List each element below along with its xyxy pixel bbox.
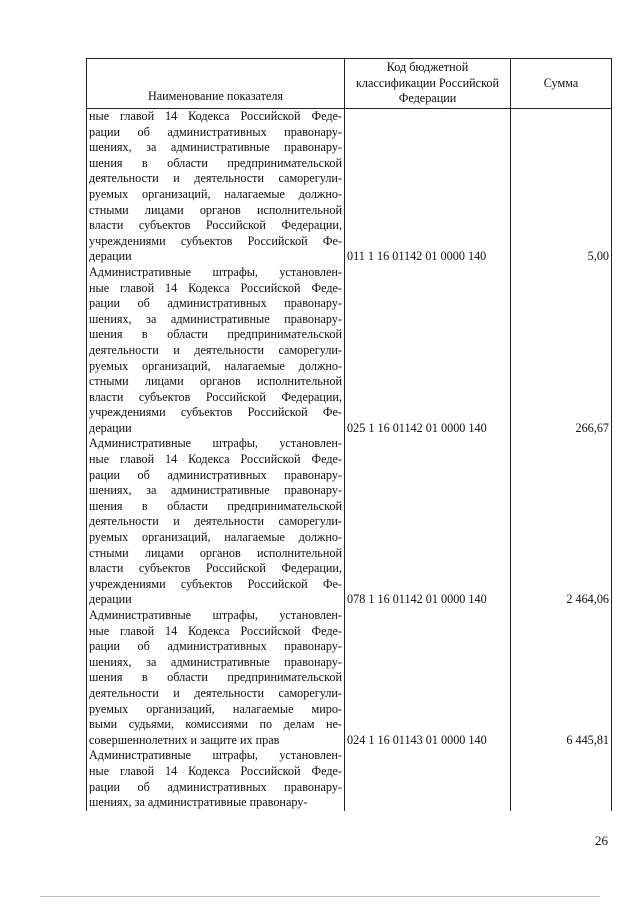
row-name-line: шениях, за административные правонару- (89, 140, 342, 155)
table-row (87, 608, 612, 748)
row-name-line: рации об административных правонару- (89, 296, 342, 311)
header-name: Наименование показателя (87, 59, 345, 109)
row-name-line: ные главой 14 Кодекса Российской Феде- (89, 280, 342, 295)
row-name-line: дерации (89, 592, 132, 607)
row-name-line: шениях, за административные правонару- (89, 483, 342, 498)
row-code-cell (345, 748, 511, 810)
row-name-line: деятельности и деятельности саморегули- (89, 685, 342, 700)
header-code: Код бюджетной классификации Российской Федерации (345, 59, 511, 109)
row-sum-cell: 6 445,81 (511, 608, 612, 748)
row-name-line: ные главой 14 Кодекса Российской Феде- (89, 109, 342, 123)
row-name-cell (87, 109, 345, 265)
row-name-cell (87, 436, 345, 608)
row-name-line: учреждениями субъектов Российской Фе- (89, 233, 342, 248)
row-name-line: руемых организаций, налагаемые должно- (89, 530, 342, 545)
row-name-line: руемых организаций, налагаемые должно- (89, 358, 342, 373)
row-name-cell (87, 608, 345, 748)
row-name-line: рации об административных правонару- (89, 779, 342, 794)
row-name-line: шения в области предпринимательской (89, 670, 342, 685)
row-name-line: дерации (89, 249, 132, 264)
page-bottom-rule (40, 896, 600, 897)
header-sum: Сумма (511, 59, 612, 109)
row-name-cell (87, 748, 345, 810)
row-name-line: шения в области предпринимательской (89, 498, 342, 513)
table-row (87, 748, 612, 810)
row-sum-cell (511, 748, 612, 810)
row-code-cell: 011 1 16 01142 01 0000 140 (345, 109, 511, 265)
row-name-line: ные главой 14 Кодекса Российской Феде- (89, 452, 342, 467)
row-name-line: стными лицами органов исполнительной (89, 202, 342, 217)
table-row (87, 436, 612, 608)
row-name-line: рации об административных правонару- (89, 639, 342, 654)
row-name-line: Административные штрафы, установлен- (89, 748, 342, 763)
row-name-line: шениях, за административные правонару- (89, 795, 308, 810)
row-name-line: Административные штрафы, установлен- (89, 264, 342, 279)
row-name-line: шения в области предпринимательской (89, 327, 342, 342)
row-name-line: рации об административных правонару- (89, 124, 342, 139)
row-code-cell: 078 1 16 01142 01 0000 140 (345, 436, 511, 608)
row-name-line: власти субъектов Российской Федерации, (89, 561, 342, 576)
row-name-line: ные главой 14 Кодекса Российской Феде- (89, 763, 342, 778)
row-name-line: стными лицами органов исполнительной (89, 374, 342, 389)
table-row (87, 265, 612, 437)
row-name-line: Административные штрафы, установлен- (89, 608, 342, 622)
row-name-line: деятельности и деятельности саморегули- (89, 171, 342, 186)
row-name-line: руемых организаций, налагаемые должно- (89, 186, 342, 201)
page-number: 26 (595, 833, 608, 848)
row-name-line: учреждениями субъектов Российской Фе- (89, 576, 342, 591)
row-name-line: стными лицами органов исполнительной (89, 545, 342, 560)
row-name-line: ные главой 14 Кодекса Российской Феде- (89, 623, 342, 638)
row-name-cell (87, 265, 345, 437)
row-name-line: руемых организаций, налагаемые миро- (89, 701, 342, 716)
row-code-cell: 024 1 16 01143 01 0000 140 (345, 608, 511, 748)
row-name-line: шения в области предпринимательской (89, 155, 342, 170)
row-name-line: власти субъектов Российской Федерации, (89, 389, 342, 404)
row-name-line: Административные штрафы, установлен- (89, 436, 342, 451)
row-name-line: шениях, за административные правонару- (89, 654, 342, 669)
row-name-line: власти субъектов Российской Федерации, (89, 218, 342, 233)
row-name-line: шениях, за административные правонару- (89, 311, 342, 326)
row-sum-cell: 266,67 (511, 265, 612, 437)
row-name-line: выми судьями, комиссиями по делам не- (89, 717, 342, 732)
row-name-line: деятельности и деятельности саморегули- (89, 514, 342, 529)
row-sum-cell: 5,00 (511, 109, 612, 265)
row-name-line: совершеннолетних и защите их прав (89, 732, 280, 747)
row-name-line: дерации (89, 420, 132, 435)
row-name-line: рации об административных правонару- (89, 467, 342, 482)
row-name-line: учреждениями субъектов Российской Фе- (89, 405, 342, 420)
row-name-line: деятельности и деятельности саморегули- (89, 342, 342, 357)
table-header-row (87, 59, 612, 109)
row-sum-cell: 2 464,06 (511, 436, 612, 608)
table-row (87, 109, 612, 265)
budget-table (86, 58, 612, 811)
row-code-cell: 025 1 16 01142 01 0000 140 (345, 265, 511, 437)
